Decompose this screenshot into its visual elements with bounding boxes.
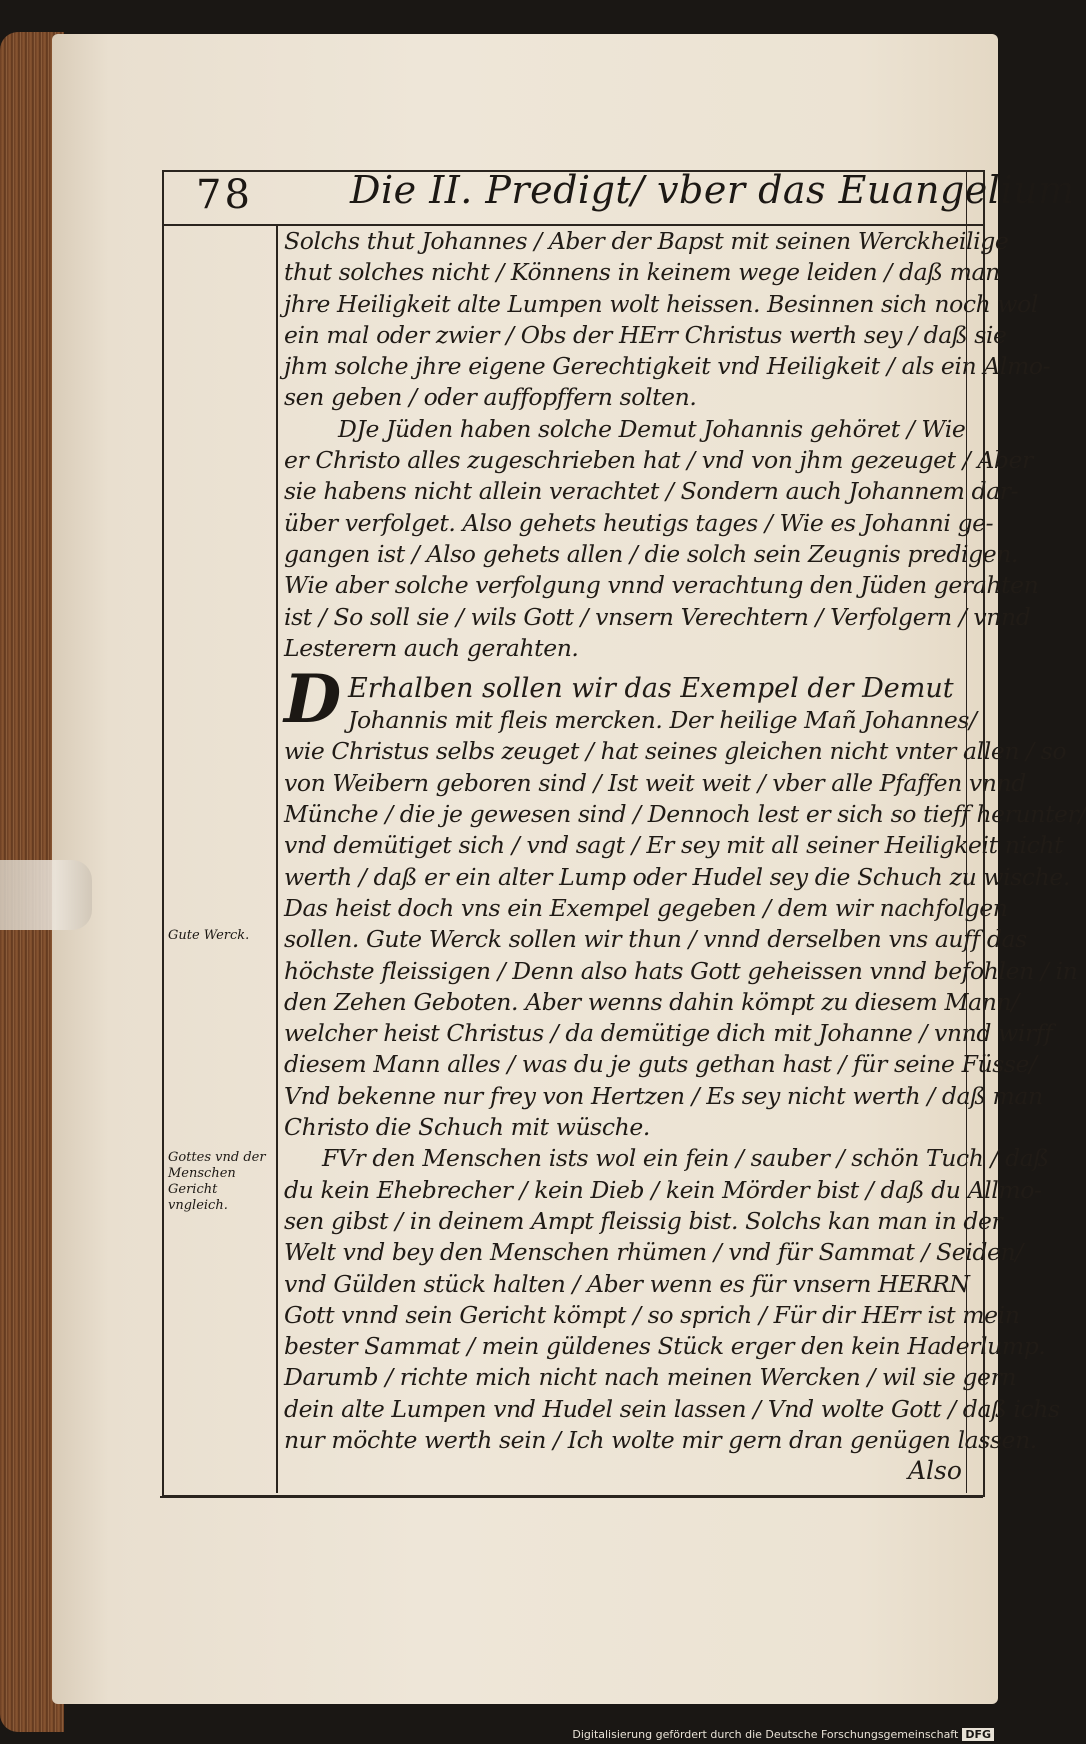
text-line: Solchs thut Johannes / Aber der Bapst mit seinen Werckheilige xyxy=(284,227,1009,255)
footer-credit xyxy=(572,1728,994,1741)
text-line: vnd demütiget sich / vnd sagt / Er sey mit all seiner Heiligkeit nicht xyxy=(284,831,1064,860)
text-line: Johannis mit fleis mercken. Der heilige Mañ Johannes/ xyxy=(348,706,977,735)
text-line: welcher heist Christus / da demütige dich mit Johanne / vnnd wirff xyxy=(284,1019,1053,1048)
text-line: Gott vnnd sein Gericht kömpt / so sprich / Für dir HErr ist mein xyxy=(284,1300,1020,1329)
body-text xyxy=(284,226,1086,1456)
text-line: den Zehen Geboten. Aber wenns dahin kömpt zu diesem Mann/ xyxy=(284,987,1019,1016)
page-number: 78 xyxy=(196,172,253,218)
text-line: wie Christus selbs zeuget / hat seines gleichen nicht vnter allen / so xyxy=(284,737,1067,766)
text-line: vnd Gülden stück halten / Aber wenn es für vnsern HERRN xyxy=(284,1269,970,1298)
text-line: werth / daß er ein alter Lump oder Hudel sey die Schuch zu wische. xyxy=(284,862,1070,891)
text-line: diesem Mann alles / was du je guts gethan hast / für seine Füsse/ xyxy=(284,1050,1037,1079)
text-line: jhm solche jhre eigene Gerechtigkeit vnd Heiligkeit / als ein Almo- xyxy=(284,352,1051,381)
text-line: er Christo alles zugeschrieben hat / vnd von jhm gezeuget / Aber xyxy=(284,446,1033,475)
text-line-large: Erhalben sollen wir das Exempel der Demut xyxy=(348,673,954,705)
text-line: Welt vnd bey den Menschen rhümen / vnd für Sammat / Seiden/ xyxy=(284,1238,1023,1267)
margin-note-gute-werck: Gute Werck. xyxy=(168,928,250,943)
text-line: du kein Ehebrecher / kein Dieb / kein Mörder bist / daß du Allmo- xyxy=(284,1175,1042,1204)
text-line: sen geben / oder auffopffern solten. xyxy=(284,383,697,412)
margin-note-gericht: Gottes vnd der Menschen Gericht vngleich. xyxy=(168,1150,266,1213)
footer-text: Digitalisierung gefördert durch die Deutsche Forschungsgemeinschaft xyxy=(572,1728,959,1741)
page-clip xyxy=(0,860,92,930)
text-line: bester Sammat / mein güldenes Stück erger den kein Haderlump. xyxy=(284,1332,1046,1361)
text-line: höchste fleissigen / Denn also hats Gott geheissen vnnd befohlen / in xyxy=(284,956,1078,985)
text-line: thut solches nicht / Könnens in keinem wege leiden / daß man xyxy=(284,258,1000,287)
text-line: jhre Heiligkeit alte Lumpen wolt heissen. Besinnen sich noch wol xyxy=(284,289,1038,318)
text-line: Wie aber solche verfolgung vnnd verachtung den Jüden gerahten xyxy=(284,571,1039,600)
text-line: dein alte Lumpen vnd Hudel sein lassen / Vnd wolte Gott / daß ichs xyxy=(284,1394,1060,1423)
text-line: ist / So soll sie / wils Gott / vnsern Verechtern / Verfolgern / vnnd xyxy=(284,602,1031,631)
text-line: Christo die Schuch mit wüsche. xyxy=(284,1113,650,1142)
dfg-logo: DFG xyxy=(962,1728,994,1741)
text-line: Münche / die je gewesen sind / Dennoch lest er sich so tieff herunter/ xyxy=(284,800,1086,829)
text-line: über verfolget. Also gehets heutigs tages / Wie es Johanni ge- xyxy=(284,508,994,537)
text-line: Darumb / richte mich nicht nach meinen Wercken / wil sie gern xyxy=(284,1363,1017,1392)
text-line: Vnd bekenne nur frey von Hertzen / Es sey nicht werth / daß man xyxy=(284,1081,1043,1110)
text-line: FVr den Menschen ists wol ein fein / sauber / schön Tuch / daß xyxy=(322,1144,1049,1173)
margin-column-rule xyxy=(276,226,278,1493)
text-line: sollen. Gute Werck sollen wir thun / vnnd derselben vns auff das xyxy=(284,925,1027,954)
text-line: gangen ist / Also gehets allen / die solch sein Zeugnis predigen. xyxy=(284,539,1019,568)
text-line: Lesterern auch gerahten. xyxy=(284,633,579,662)
text-line: sie habens nicht allein verachtet / Sondern auch Johannem dar- xyxy=(284,477,1019,506)
text-line: Das heist doch vns ein Exempel gegeben / dem wir nachfolgen xyxy=(284,893,1008,922)
initial-letter: D xyxy=(284,660,342,738)
text-line: nur möchte werth sein / Ich wolte mir gern dran genügen lassen. xyxy=(284,1425,1037,1454)
text-line: DJe Jüden haben solche Demut Johannis gehöret / Wie xyxy=(338,414,966,443)
text-line: von Weibern geboren sind / Ist weit weit / vber alle Pfaffen vnnd xyxy=(284,768,1026,797)
catchword: Also xyxy=(908,1456,962,1485)
running-head: Die II. Predigt/ vber das Euangelium xyxy=(350,168,1075,212)
page-frame-bottom-rule xyxy=(160,1496,983,1498)
text-line: sen gibst / in deinem Ampt fleissig bist. Solchs kan man in der xyxy=(284,1206,1003,1235)
text-line: ein mal oder zwier / Obs der HErr Christus werth sey / daß sie xyxy=(284,320,1007,349)
